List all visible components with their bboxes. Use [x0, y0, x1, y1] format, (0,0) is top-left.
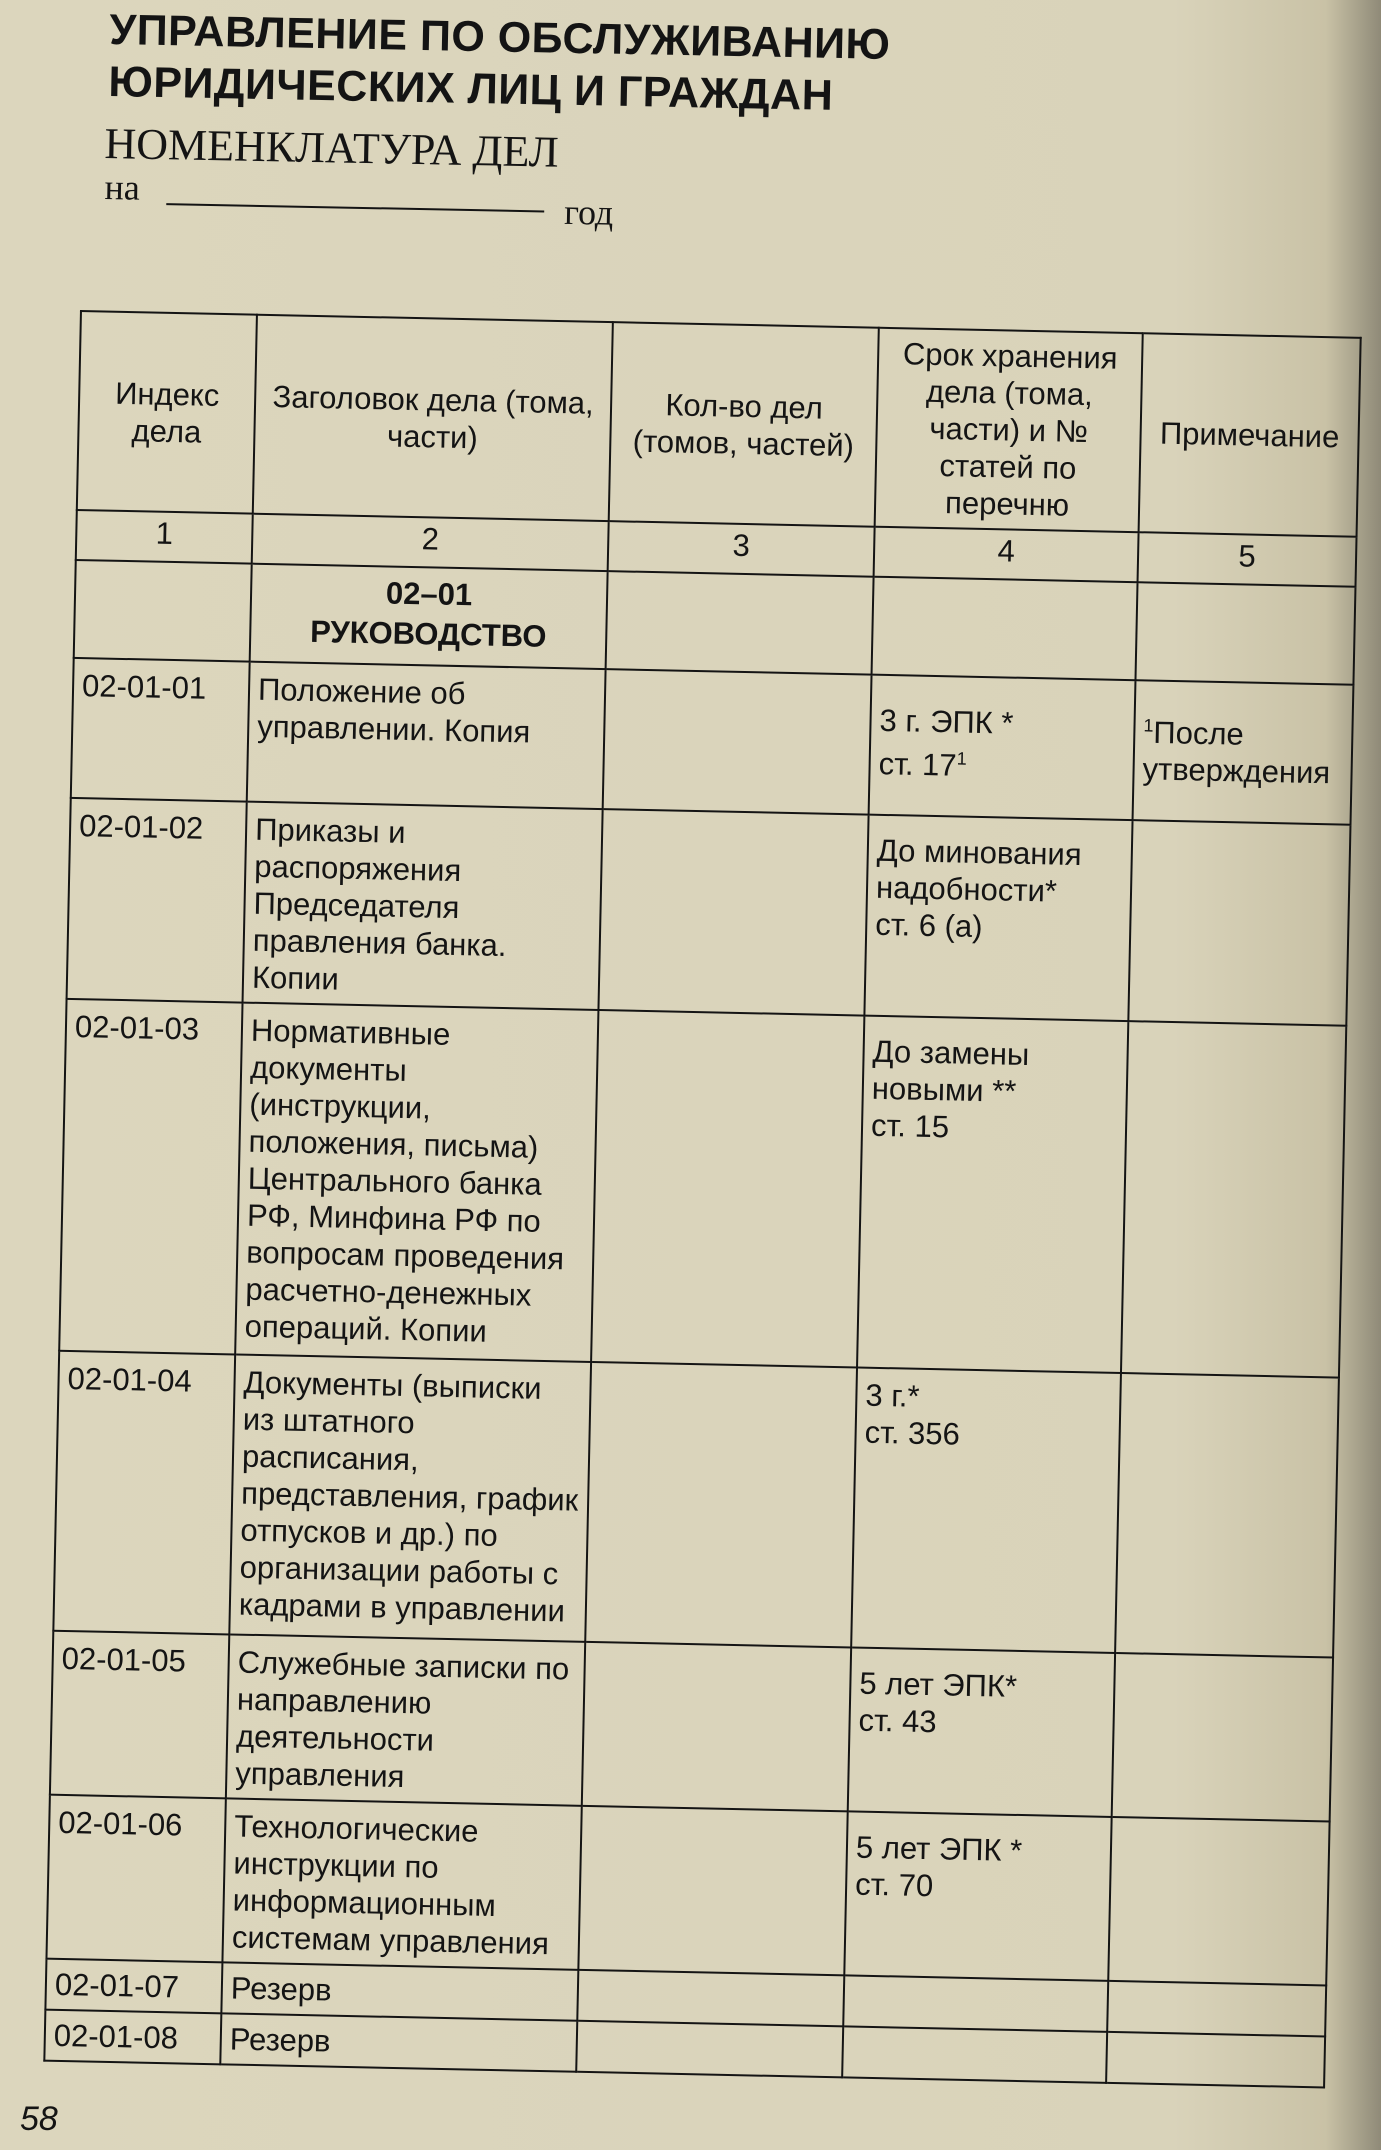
case-term: 5 лет ЭПК * ст. 70 [844, 1811, 1111, 1980]
header-note: Примечание [1139, 333, 1361, 537]
col-number: 4 [874, 527, 1139, 583]
case-title: Резерв [220, 2013, 577, 2071]
case-index: 02-01-02 [67, 798, 247, 1003]
case-count [578, 1806, 847, 1976]
case-count [576, 2021, 843, 2078]
case-count [585, 1362, 857, 1648]
table-row [53, 1351, 1339, 1658]
case-index: 02-01-01 [71, 658, 250, 802]
nomenclature-table [43, 310, 1361, 2088]
year-suffix: год [563, 191, 614, 233]
footnote-mark: 1 [956, 748, 968, 769]
table-row [46, 1795, 1329, 1986]
case-title: Резерв [221, 1962, 578, 2020]
case-term: До замены новыми ** ст. 15 [857, 1016, 1128, 1373]
col-number: 3 [608, 521, 875, 577]
case-title: Приказы и распоряжения Председателя правления банка. Копии [243, 802, 603, 1010]
year-line [104, 166, 665, 233]
case-title: Документы (выписки из штатного расписания, представления, график отпусков и др.) по организации работы с кадрами в управлении [229, 1354, 591, 1641]
case-title: Положение об управлении. Копия [247, 662, 606, 809]
case-count [603, 669, 872, 815]
case-index: 02-01-05 [50, 1631, 229, 1799]
year-blank-field [166, 203, 544, 212]
year-prefix: на [104, 166, 141, 208]
case-note [1128, 820, 1350, 1026]
case-term: 3 г. ЭПК * ст. $17^1$ [869, 675, 1136, 820]
case-index: 02-01-06 [46, 1795, 225, 1963]
case-note [1106, 2032, 1325, 2088]
org-line-2: ЮРИДИЧЕСКИХ ЛИЦ И ГРАЖДАН [108, 57, 834, 120]
case-title: Нормативные документы (инструкции, положения, письма) Центрального банка РФ, Минфина РФ по вопросам проведения расчетно-денежных операций. Копии [235, 1003, 598, 1362]
case-term [842, 2026, 1107, 2083]
org-line-1: УПРАВЛЕНИЕ ПО ОБСЛУЖИВАНИЮ [109, 5, 891, 69]
case-count [582, 1642, 851, 1812]
case-note [1121, 1021, 1346, 1377]
case-count [598, 809, 868, 1016]
table-row [71, 658, 1354, 825]
case-term: 3 г.* ст. 356 [851, 1368, 1121, 1653]
table-row [50, 1631, 1333, 1822]
case-title: Служебные записки по направлению деятельности управления [226, 1634, 585, 1805]
case-note [1112, 1653, 1333, 1822]
table-row [67, 798, 1351, 1026]
section-name: РУКОВОДСТВО [309, 613, 547, 654]
case-term: 5 лет ЭПК* ст. 43 [848, 1647, 1115, 1816]
case-title: Технологические инструкции по информационным системам управления [222, 1798, 581, 1969]
col-number: 2 [252, 514, 609, 571]
case-term: До минования надобности* ст. 6 (а) [864, 815, 1132, 1021]
col-number: 1 [76, 510, 253, 564]
case-note [1115, 1373, 1339, 1658]
case-index: 02-01-04 [53, 1351, 235, 1635]
case-note [1108, 1817, 1329, 1986]
case-index: 02-01-08 [44, 2010, 221, 2065]
case-index: 02-01-03 [59, 999, 242, 1355]
case-count [577, 1970, 844, 2027]
nomenclature-table-wrap [43, 310, 1359, 2088]
header-count: Кол-во дел (томов, частей) [609, 322, 879, 527]
section-heading [250, 564, 608, 669]
case-term [843, 1975, 1108, 2032]
case-note [1107, 1981, 1326, 2037]
case-note: $^1$После утверждения [1133, 680, 1354, 825]
table-row [59, 999, 1346, 1378]
table-header-row [77, 311, 1361, 537]
section-code: 02–01 [385, 575, 473, 613]
col-number: 5 [1138, 532, 1357, 587]
case-count [591, 1010, 864, 1367]
header-term: Срок хранения дела (тома, части) и № статей по перечню [875, 328, 1143, 532]
document-title: НОМЕНКЛАТУРА ДЕЛ [104, 118, 560, 177]
page-number: 58 [20, 2100, 58, 2138]
organization-heading [108, 4, 1010, 125]
footnote-mark: 1 [1143, 715, 1154, 736]
header-title: Заголовок дела (тома, части) [253, 315, 613, 521]
case-index: 02-01-07 [45, 1959, 222, 2014]
header-index: Индекс дела [77, 311, 257, 514]
